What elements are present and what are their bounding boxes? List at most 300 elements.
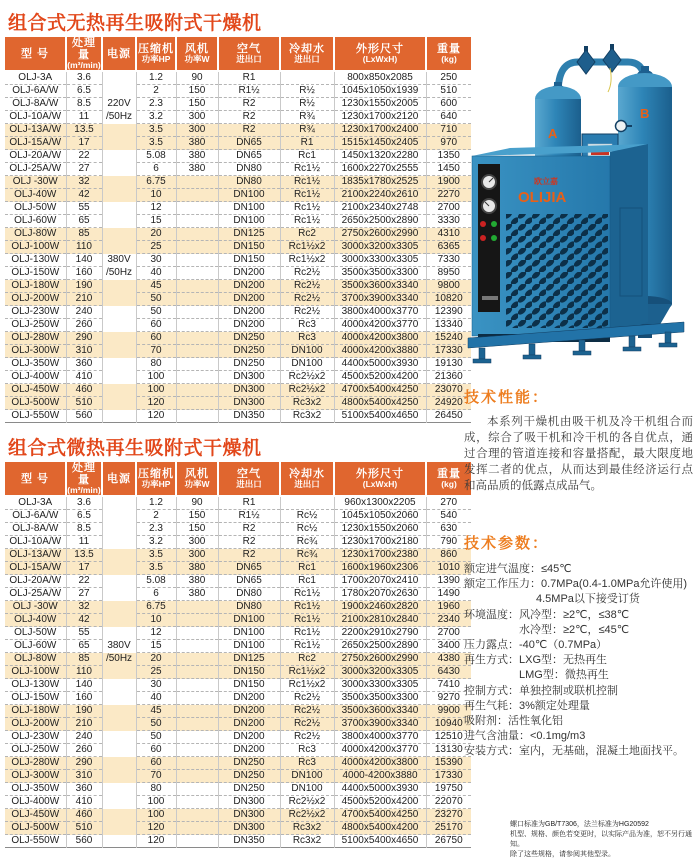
cell: 2750x2600x2990 [334,228,426,241]
cell: 300 [176,124,218,137]
cell: 380 [176,137,218,150]
cell: DN80 [218,588,280,601]
cell: Rc2½ [280,705,334,718]
footnotes [510,820,694,860]
column-header: 电源 [102,37,136,71]
cell [102,176,136,189]
cell: DN65 [218,137,280,150]
cell: OLJ-350W [5,783,66,796]
cell: OLJ-6A/W [5,85,66,98]
cell [176,293,218,306]
cell: DN65 [218,575,280,588]
cell: DN100 [218,215,280,228]
cell: 5.08 [136,575,176,588]
table-row [5,306,471,319]
cell: 190 [66,705,102,718]
brand-label: OLIJIA [518,189,567,206]
cell [102,280,136,293]
cell: 1230x1700x2120 [334,111,426,124]
cell: 120 [136,410,176,423]
cell: 150 [176,85,218,98]
parameter-line: 控制方式：单独控制或联机控制 [464,684,618,697]
table-row [5,384,471,397]
cell: 360 [66,358,102,371]
cell: 3330 [426,215,471,228]
cell: 11 [66,536,102,549]
cell: 4000x4200x3880 [334,345,426,358]
cell: DN250 [218,358,280,371]
cell: 2 [136,510,176,523]
table-row [5,358,471,371]
cell: OLJ-200W [5,293,66,306]
table-row [5,575,471,588]
table-row [5,796,471,809]
cell: 24920 [426,397,471,410]
cell: 5100x5400x4650 [334,835,426,848]
cell: DN300 [218,397,280,410]
table-row [5,653,471,666]
table-row [5,293,471,306]
parameters-list [464,562,693,760]
cell: 17330 [426,770,471,783]
cell: DN250 [218,770,280,783]
table-row [5,744,471,757]
cell: 3700x3900x3340 [334,718,426,731]
cell: R1½ [218,85,280,98]
cell: Rc1½ [280,202,334,215]
cell: Rc1½ [280,176,334,189]
cell: Rc1½ [280,215,334,228]
cell: 110 [66,666,102,679]
cell: OLJ-130W [5,254,66,267]
cell: 22070 [426,796,471,809]
cell [102,228,136,241]
table-row [5,241,471,254]
cell: 100 [136,796,176,809]
column-header: 电源 [102,462,136,496]
cell: 15 [136,215,176,228]
cell: 2650x2500x2890 [334,215,426,228]
cell: 4400x5000x3930 [334,783,426,796]
product-image [462,8,692,366]
cell: 20 [136,653,176,666]
cell [176,796,218,809]
footnote-line: 除了这些规格，请参阅其他型录。 [510,851,615,858]
cell: 2700 [426,202,471,215]
table-row [5,523,471,536]
cell: OLJ-80W [5,228,66,241]
cell: 4700x5400x4250 [334,384,426,397]
cell: 310 [66,770,102,783]
cell: 12390 [426,306,471,319]
cell [102,601,136,614]
cell: DN125 [218,228,280,241]
cell [176,371,218,384]
cell: 7330 [426,254,471,267]
cell: 290 [66,332,102,345]
table-row [5,666,471,679]
cell: 4380 [426,653,471,666]
cell: /50Hz [102,111,136,124]
cell: DN250 [218,332,280,345]
cell: 9800 [426,280,471,293]
cell: 10 [136,614,176,627]
cell: 12 [136,202,176,215]
cell: 2.3 [136,523,176,536]
cell: Rc2½x2 [280,796,334,809]
cell: DN350 [218,835,280,848]
tower-a-label: A [548,126,558,141]
parameter-line: 吸附剂：活性氧化铝 [464,715,563,728]
cell [176,679,218,692]
column-header: 压缩机 功率HP [136,462,176,496]
cell: 6365 [426,241,471,254]
cell: OLJ-400W [5,371,66,384]
column-header: 外形尺寸 (LxWxH) [334,37,426,71]
cell: 19750 [426,783,471,796]
cell: 2.3 [136,98,176,111]
cell: Rc2½ [280,280,334,293]
cell: 1045x1050x1939 [334,85,426,98]
cell: 3.6 [66,71,102,85]
cell: 270 [426,496,471,510]
cell: Rc¾ [280,549,334,562]
cell [280,496,334,510]
cell: Rc3 [280,319,334,332]
table-row [5,410,471,423]
cell: DN80 [218,163,280,176]
cell: OLJ-350W [5,358,66,371]
cell: OLJ-60W [5,640,66,653]
cell: 1450x1320x2280 [334,150,426,163]
header-row [5,37,471,71]
footnote-line: 螺口标准为GB/T7306，法兰标准为HG20592 [510,821,649,828]
cell: 8950 [426,267,471,280]
cell: 1515x1450x2405 [334,137,426,150]
cell: 27 [66,588,102,601]
cell: 32 [66,176,102,189]
cell: 3500x3600x3340 [334,280,426,293]
cell: 1490 [426,588,471,601]
column-header: 空气 进出口 [218,462,280,496]
cell: DN100 [218,640,280,653]
cell: 2100x2810x2840 [334,614,426,627]
cell: 2650x2500x2890 [334,640,426,653]
column-header: 压缩机 功率HP [136,37,176,71]
table-row [5,71,471,85]
table-row [5,718,471,731]
cell: DN200 [218,718,280,731]
cell: OLJ-20A/W [5,575,66,588]
column-header: 处理量 (m³/min) [67,37,101,70]
cell: 3500x3600x3340 [334,705,426,718]
cell [102,783,136,796]
cell: OLJ-8A/W [5,523,66,536]
cell: 65 [66,640,102,653]
cell: 210 [66,718,102,731]
cell [176,319,218,332]
cell: 960x1300x2205 [334,496,426,510]
column-header: 风机 功率W [176,37,218,71]
cell [176,306,218,319]
cell: 2340 [426,614,471,627]
cell [102,71,136,85]
cell: OLJ-450W [5,384,66,397]
cell: 1600x1960x2306 [334,562,426,575]
cell: 240 [66,731,102,744]
cell: /50Hz [102,653,136,666]
cell: 20 [136,228,176,241]
cell: 560 [66,835,102,848]
cell [176,783,218,796]
table-row [5,202,471,215]
cell: 3800x4000x3770 [334,731,426,744]
cell [102,705,136,718]
cell: OLJ-280W [5,332,66,345]
cell: 210 [66,293,102,306]
table-row [5,280,471,293]
cell: 15240 [426,332,471,345]
microheat-dryer-table [5,462,471,848]
cell: 710 [426,124,471,137]
cell [102,536,136,549]
cell [176,770,218,783]
cell: 160 [66,692,102,705]
cell: 640 [426,111,471,124]
cell [280,71,334,85]
cell: 5100x5400x4650 [334,410,426,423]
cell: 3.6 [66,496,102,510]
parameters-heading: 技术参数： [464,535,550,552]
cell: 150 [176,523,218,536]
cell [102,163,136,176]
cell: OLJ-13A/W [5,549,66,562]
cell: 3000x3200x3305 [334,241,426,254]
cell: DN200 [218,744,280,757]
cell: 380 [176,575,218,588]
table-row [5,822,471,835]
cell: DN300 [218,809,280,822]
cell: 32 [66,601,102,614]
cell: DN65 [218,562,280,575]
cell: DN100 [280,783,334,796]
cell [102,345,136,358]
cell [102,371,136,384]
heatless-dryer-table [5,37,471,423]
cell [102,241,136,254]
cell: 1780x2070x2630 [334,588,426,601]
cell: 460 [66,384,102,397]
cell: 23270 [426,809,471,822]
cell: Rc1½x2 [280,254,334,267]
footnote-line: 机型、规格、颜色若变更时，以实际产品为准，恕不另行通知。 [510,831,692,848]
cell: Rc3x2 [280,397,334,410]
cell: 6.75 [136,601,176,614]
cell: 1010 [426,562,471,575]
cell: OLJ-150W [5,267,66,280]
cell [102,718,136,731]
table-row [5,692,471,705]
table-row [5,371,471,384]
cell [102,809,136,822]
cell: 300 [176,536,218,549]
cell: Rc1½ [280,163,334,176]
cell: DN350 [218,410,280,423]
cell: Rc2½x2 [280,809,334,822]
cell [176,267,218,280]
cell: 45 [136,280,176,293]
cell: 600 [426,98,471,111]
cell: Rc1½ [280,627,334,640]
cell: OLJ-50W [5,202,66,215]
cell [176,809,218,822]
cell [176,705,218,718]
cell: DN125 [218,653,280,666]
cell: Rc2½ [280,293,334,306]
cell: DN80 [218,176,280,189]
cell: 4000x4200x3800 [334,332,426,345]
cell: DN100 [218,627,280,640]
table-row [5,562,471,575]
cell: 7410 [426,679,471,692]
cell: OLJ-10A/W [5,536,66,549]
cell: Rc2½ [280,267,334,280]
cell: DN300 [218,796,280,809]
parameter-line: 环境温度：风冷型：≥2℃，≤38℃ [464,608,630,621]
table-row [5,809,471,822]
parameter-line: 额定进气温度：≤45℃ [464,563,572,575]
cell: 4400x5000x3930 [334,358,426,371]
cell: 42 [66,614,102,627]
cell: 2200x2910x2790 [334,627,426,640]
cell: 4000x4200x3800 [334,757,426,770]
cell: OLJ-25A/W [5,163,66,176]
table-row [5,601,471,614]
cell: Rc1½ [280,640,334,653]
cell: 560 [66,410,102,423]
table-row [5,150,471,163]
cell: Rc2½ [280,692,334,705]
cell [176,731,218,744]
cell: DN100 [218,202,280,215]
cell: 85 [66,653,102,666]
cell [102,549,136,562]
cell: 3700x3900x3340 [334,293,426,306]
cell: DN200 [218,731,280,744]
cell [176,640,218,653]
cell: 1350 [426,150,471,163]
cell: 410 [66,371,102,384]
cell: DN150 [218,254,280,267]
cell [102,835,136,848]
cell: 22 [66,150,102,163]
cell: Rc1 [280,562,334,575]
cell [176,744,218,757]
cell: R2 [218,523,280,536]
cell: Rc2½x2 [280,384,334,397]
cell: 540 [426,510,471,523]
cell: 23070 [426,384,471,397]
cell: 1230x1550x2005 [334,98,426,111]
cell: 11 [66,111,102,124]
cell: 6430 [426,666,471,679]
cell: 2100x2340x2748 [334,202,426,215]
cell: DN150 [218,666,280,679]
cell [102,150,136,163]
table-row [5,640,471,653]
cell: DN200 [218,705,280,718]
cell: 70 [136,345,176,358]
cell: 510 [66,397,102,410]
cell [102,757,136,770]
cell: 4800x5400x4250 [334,397,426,410]
cell: Rc1½ [280,588,334,601]
table-row [5,536,471,549]
cell: 1.2 [136,71,176,85]
cell: 4000-4200x3880 [334,770,426,783]
cell: 21360 [426,371,471,384]
cell: DN200 [218,293,280,306]
cell [102,627,136,640]
table-row [5,215,471,228]
parameter-line: 再生方式：LXG型：无热再生 [464,654,608,667]
cell: Rc1½ [280,189,334,202]
cell: 55 [66,202,102,215]
cell: 2700 [426,627,471,640]
cell: 120 [136,397,176,410]
cell: OLJ-8A/W [5,98,66,111]
cell: R½ [280,85,334,98]
cell: OLJ-130W [5,679,66,692]
cell [176,653,218,666]
cell [176,718,218,731]
cell: 27 [66,163,102,176]
cell: R1 [218,496,280,510]
cell [176,384,218,397]
cell: OLJ-10A/W [5,111,66,124]
cell: 240 [66,306,102,319]
cell [102,562,136,575]
cell [176,627,218,640]
cell: R¾ [280,111,334,124]
parameter-line: 压力露点：-40℃（0.7MPa） [464,639,608,652]
cell: 380 [176,562,218,575]
cell: DN200 [218,267,280,280]
performance-heading: 技术性能： [464,389,550,406]
cell: 3.5 [136,124,176,137]
cell: 3000x3300x3305 [334,254,426,267]
cell [176,601,218,614]
cell [102,137,136,150]
cell: Rc2 [280,653,334,666]
cell: 40 [136,692,176,705]
cell: 2270 [426,189,471,202]
table1-body [5,71,471,423]
cell: OLJ-3A [5,496,66,510]
cell: 4310 [426,228,471,241]
cell [176,332,218,345]
cell: 5.08 [136,150,176,163]
table-row [5,679,471,692]
cell: 110 [66,241,102,254]
cell: Rc2½ [280,731,334,744]
cell: 1390 [426,575,471,588]
cell: 1230x1550x2060 [334,523,426,536]
cell: 410 [66,796,102,809]
cell: OLJ-250W [5,319,66,332]
parameter-line: 进气含油量：<0.1mg/m3 [464,730,586,743]
table-row [5,345,471,358]
